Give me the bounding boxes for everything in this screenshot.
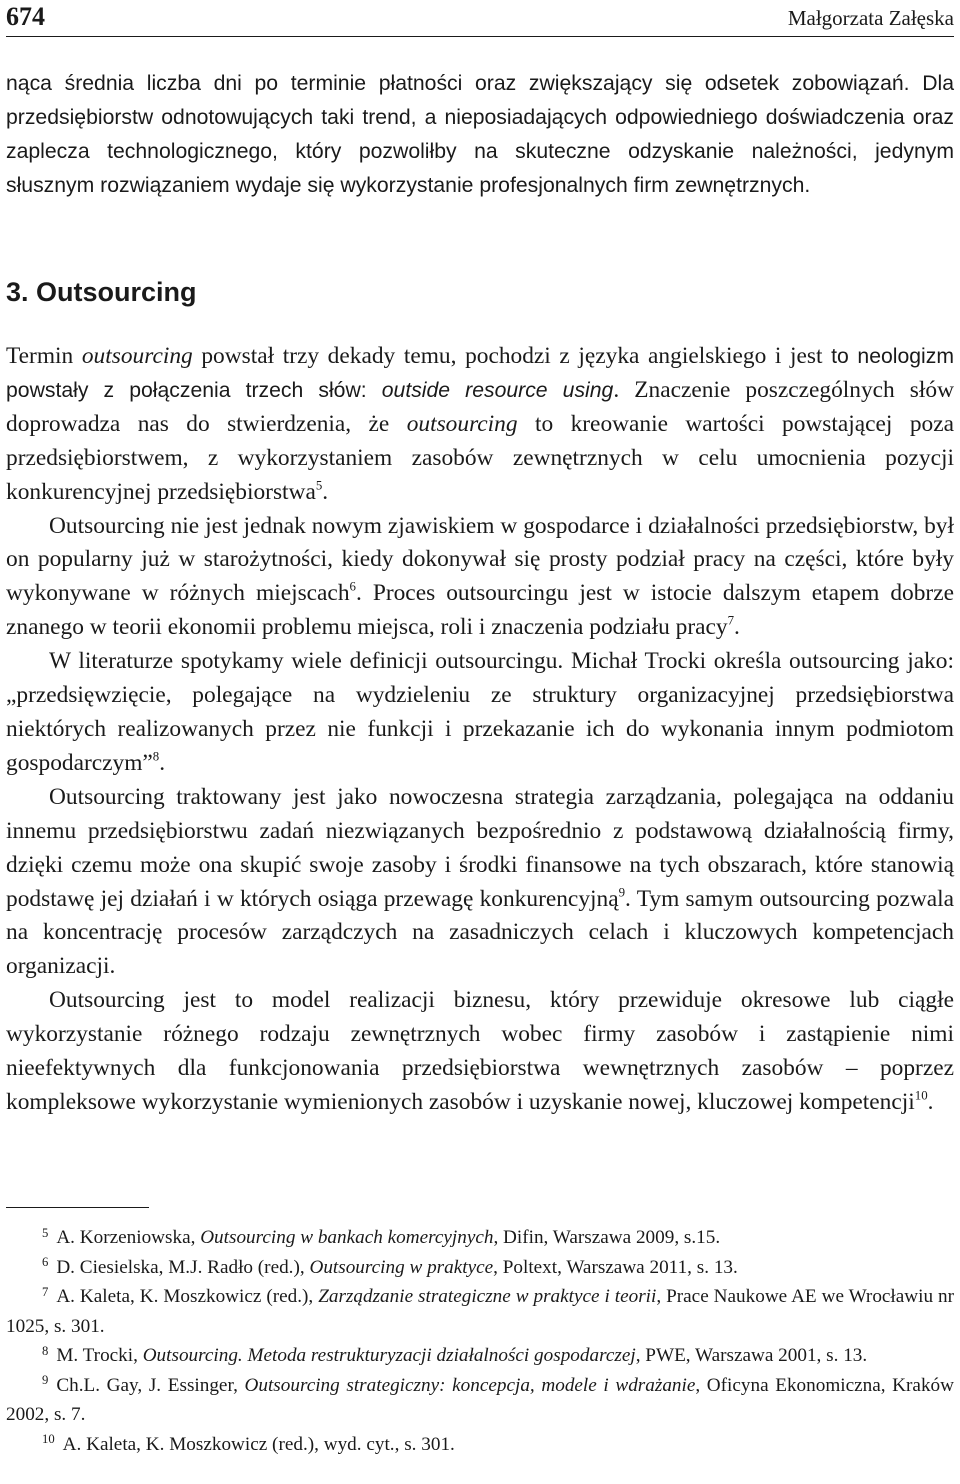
footnote: $^9$ Ch.L. Gay, J. Essinger, Outsourcing strategiczny: koncepcja, modele i wdrażanie, Oficyna Ekonomiczna, Kraków 2002, s. 7. [6,1373,954,1425]
footnote-ref: 10 [914,1088,928,1103]
footnote: $^8$ M. Trocki, Outsourcing. Metoda restrukturyzacji działalności gospodarczej, PWE, Warszawa 2001, s. 13. [42,1343,868,1366]
intro-paragraph [6,67,954,203]
paragraph-3: W literaturze spotykamy wiele definicji outsourcingu. Michał Trocki określa outsourcing jako: „przedsięwzięcie, polegające na wydzieleniu ze struktury organizacyjnej przedsiębiorstwa niektórych realizowanych przez nie funkcji i przekazanie ich do wykonania innym podmiotom gospodarczym”$^8$. [6,648,954,776]
footnotes [6,1223,954,1459]
document-page [6,0,954,1484]
header-author: Małgorzata Załęska [787,6,954,30]
footnote-ref: 6 [349,579,356,594]
footnote: $^7$ A. Kaleta, K. Moszkowicz (red.), Zarządzanie strategiczne w praktyce i teorii, Prace Naukowe AE we Wrocławiu nr 1025, s. 301. [6,1284,954,1337]
section-body [6,340,954,1120]
footnote-ref: 9 [618,884,626,899]
paragraph-5: Outsourcing jest to model realizacji biznesu, który przewiduje okresowe lub ciągłe wykorzystanie różnego rodzaju zewnętrznych wobec firmy zasobów i zastąpienie nimi nieefektywnych dla funkcjonowania przedsiębiorstwa wewnętrznych zasobów – poprzez kompleksowe wykorzystanie wymienionych zasobów i uzyskanie nowej, kluczowej kompetencji$^{10}$. [6,987,954,1115]
footnote: $^6$ D. Ciesielska, M.J. Radło (red.), Outsourcing w praktyce, Poltext, Warszawa 2011, s. 13. [42,1255,738,1278]
term-outsourcing: outsourcing [81,343,193,369]
running-header [6,0,954,37]
intro-text: nąca średnia liczba dni po terminie płatności oraz zwiększający się odsetek zobowiązań. Dla przedsiębiorstw odnotowujących taki trend, a nieposiadających odpowiedniego doświadczenia oraz zaplecza technologicznego, który pozwoliłby na skuteczne odzyskanie należności, jedynym słusznym rozwiązaniem wydaje się wykorzystanie profesjonalnych firm zewnętrznych. [6,72,954,197]
footnote: $^5$ A. Korzeniowska, Outsourcing w bankach komercyjnych, Difin, Warszawa 2009, s.15. [42,1225,721,1248]
footnote-ref: 7 [727,613,735,628]
section-heading: 3. Outsourcing [6,277,197,307]
footnote: $^{10}$ A. Kaleta, K. Moszkowicz (red.), wyd. cyt., s. 301. [42,1432,455,1455]
footnote-divider [6,1207,149,1208]
footnote-ref: 5 [315,477,323,492]
paragraph-4: Outsourcing traktowany jest jako nowoczesna strategia zarządzania, polegająca na oddaniu innemu przedsiębiorstwu zadań niezwiązanych bezpośrednio z podstawową działalnością firmy, dzięki czemu może ona skupić swoje zasoby i środki finansowe na tych obszarach, które stanowią podstawę jej działań i w których osiąga przewagę konkurencyjną$^9$. Tym samym outsourcing pozwala na koncentrację procesów zarządczych na zasadniczych celach i kluczowych kompetencjach organizacji. [6,783,955,980]
page-number: 674 [6,2,45,31]
footnote-ref: 8 [152,749,160,764]
paragraph-2: Outsourcing nie jest jednak nowym zjawiskiem w gospodarce i działalności przedsiębiorstw, był on popularny już w starożytności, kiedy dokonywał się prosty podział pracy na części, które były wykonywane w różnych miejscach$^6$. Proces outsourcingu jest w istocie dalszym etapem dobrze znanego w teorii ekonomii problemu miejsca, roli i znaczenia podziału pracy$^7$. [6,512,954,641]
term-phrase: outside resource using [381,378,614,402]
paragraph-1: Termin outsourcing powstał trzy dekady temu, pochodzi z języka angielskiego i jest to neologizm powstały z połączenia trzech słów: outside resource using. Znaczenie poszczególnych słów doprowadza nas do stwierdzenia, że outsourcing to kreowanie wartości powstającej poza przedsiębiorstwem, z wykorzystaniem zasobów zewnętrznych w celu umocnienia pozycji konkurencyjnej przedsiębiorstwa$^5$. [6,343,954,505]
